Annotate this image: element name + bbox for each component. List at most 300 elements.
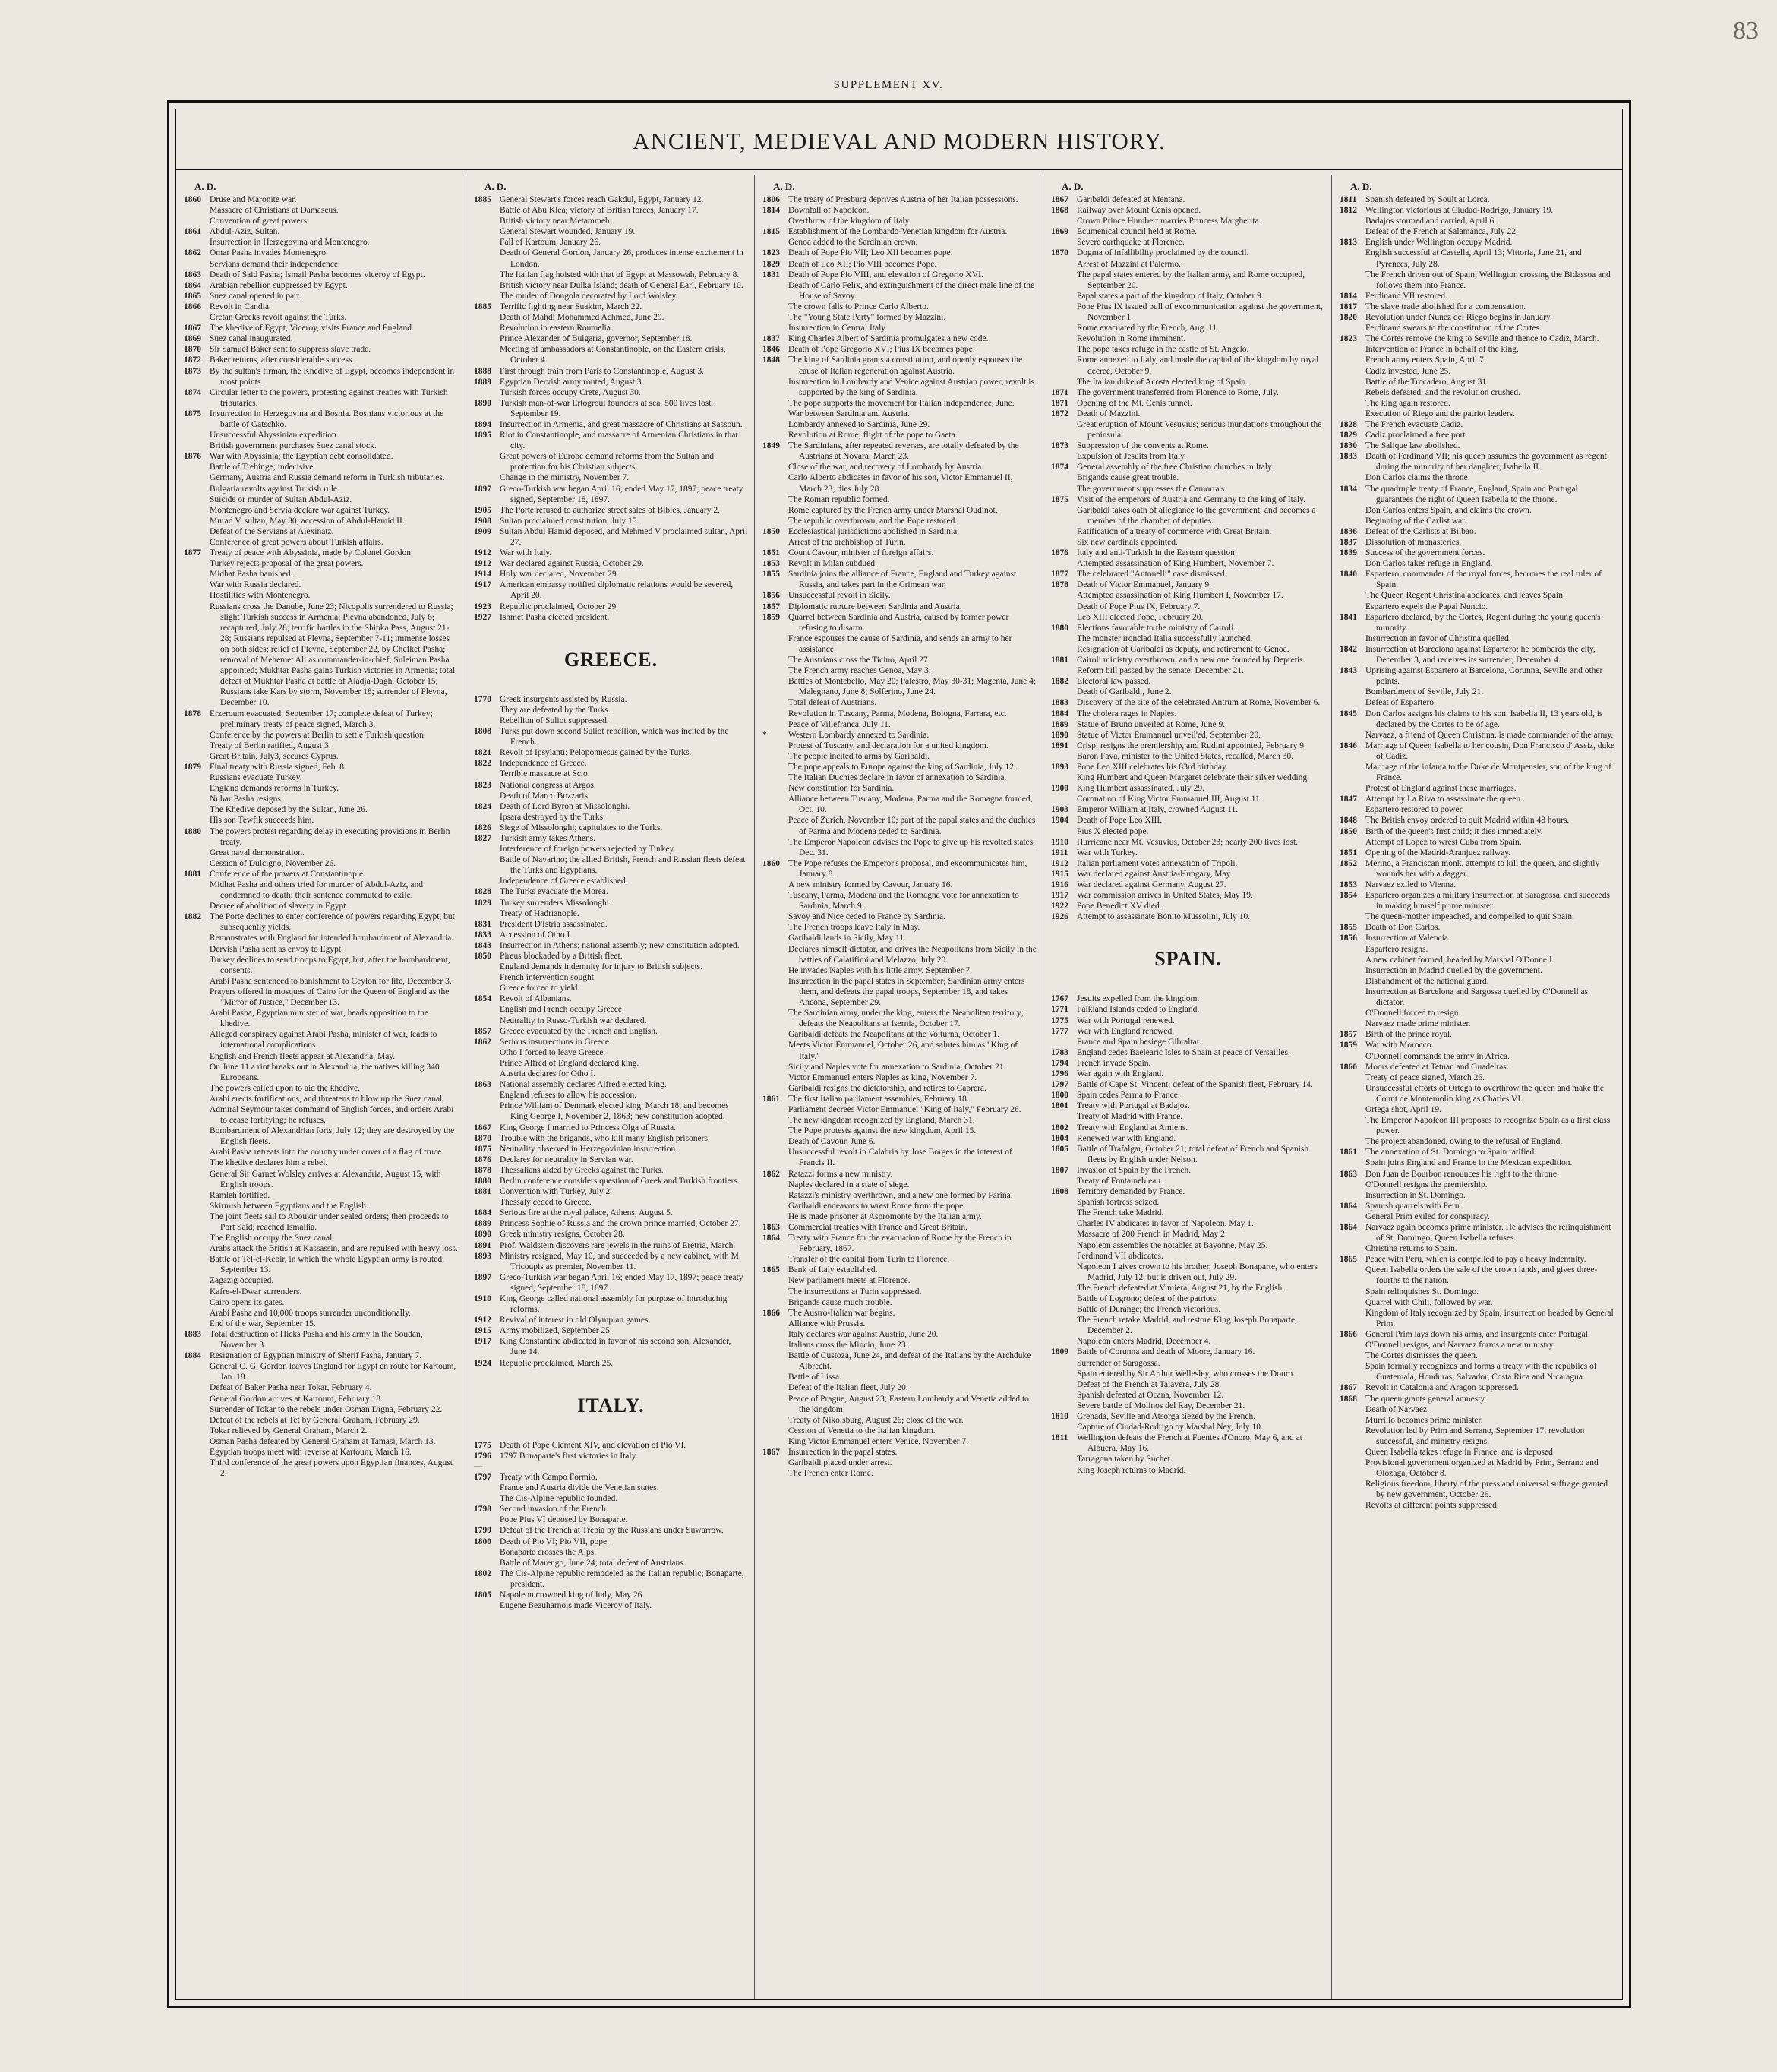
history-entry [474, 801, 748, 812]
entry-text: Insurrection at Barcelona and Sargossa quelled by O'Donnell as dictator. [1365, 987, 1589, 1008]
entry-text: The first Italian parliament assembles, February 18. [788, 1094, 969, 1104]
entry-year: 1917 [474, 580, 491, 590]
history-entry [1051, 612, 1325, 623]
history-entry [762, 1201, 1037, 1211]
entry-year: 1837 [762, 334, 780, 344]
entry-text: Conference of the powers at Constantinople. [210, 869, 366, 879]
entry-year [1340, 1019, 1365, 1029]
history-entry [1340, 1404, 1617, 1415]
entry-year: 1867 [184, 324, 201, 333]
history-entry [184, 451, 459, 462]
entry-text: Naples declared in a state of siege. [788, 1180, 910, 1189]
entry-text: Unsuccessful Abyssinian expedition. [210, 431, 339, 441]
entry-text: Greco-Turkish war began April 16; ended May 17, 1897; peace treaty signed, September 18, 1897. [500, 484, 743, 504]
history-entry [762, 697, 1037, 708]
entry-year: 1833 [474, 930, 491, 940]
entry-text: Dogma of infallibility proclaimed by the council. [1077, 248, 1249, 258]
entry-year: 1841 [1340, 612, 1357, 622]
entry-year: 1807 [1051, 1165, 1068, 1175]
entry-year [1051, 505, 1077, 526]
entry-year: 1866 [762, 1308, 780, 1318]
entry-text: The French army reaches Genoa, May 3. [788, 666, 931, 676]
entry-year [1051, 537, 1077, 548]
entry-year: 1797 [1051, 1080, 1068, 1090]
entry-year: 1861 [184, 227, 201, 237]
entry-text: Murrillo becomes prime minister. [1365, 1415, 1483, 1425]
entry-text: General Prim exiled for conspiracy. [1365, 1211, 1490, 1221]
entry-text: Revolution led by Prim and Serrano, September 17; revolution successful, and ministry resigns. [1365, 1426, 1585, 1446]
history-entry [474, 377, 748, 387]
history-entry [184, 569, 459, 580]
history-entry [474, 1144, 748, 1154]
entry-year [762, 976, 788, 1008]
entry-year [1051, 602, 1077, 612]
entry-year: 1800 [474, 1537, 491, 1546]
entry-year: 1852 [1340, 858, 1357, 868]
entry-text: The king again restored. [1365, 398, 1450, 408]
entry-year [762, 1275, 788, 1286]
entry-text: The English occupy the Suez canal. [210, 1233, 335, 1243]
entry-text: The government transferred from Florence to Rome, July. [1077, 387, 1279, 397]
entry-year: 1890 [474, 1230, 491, 1240]
history-entry [762, 590, 1037, 601]
entry-text: Wellington defeats the French at Fuentes d'Onoro, May 6, and at Albuera, May 16. [1077, 1433, 1302, 1454]
history-entry [474, 1101, 748, 1122]
entry-year: 1865 [184, 291, 201, 301]
entry-text: Execution of Riego and the patriot leaders. [1365, 409, 1516, 419]
history-entry [474, 323, 748, 333]
history-entry [184, 1308, 459, 1319]
history-entry [1051, 419, 1325, 441]
entry-text: Ratification of a treaty of commerce with Great Britain. [1077, 526, 1272, 536]
entry-year [1051, 1262, 1077, 1283]
entry-text: Prince William of Denmark elected king, March 18, and becomes King George I, November 2, 1863; new constitution adopted. [500, 1101, 729, 1122]
entry-text: Ishmet Pasha elected president. [500, 612, 610, 622]
history-entry [184, 1201, 459, 1211]
entry-text: Battle of Corunna and death of Moore, January 16. [1077, 1347, 1255, 1357]
history-entry [474, 580, 748, 601]
entry-text: Insurrection in the papal states in September; Sardinian army enters them, and defeats the papal troops, September 18, and takes Ancona, September 29. [788, 976, 1025, 1008]
entry-text: Total defeat of Austrians. [788, 698, 877, 708]
entry-year [762, 1372, 788, 1382]
history-entry [184, 590, 459, 601]
entry-text: Defeat of the Italian fleet, July 20. [788, 1383, 908, 1393]
entry-year: 1883 [1051, 698, 1068, 708]
entry-year: 1864 [184, 280, 201, 290]
entry-text: Electoral law passed. [1077, 677, 1151, 687]
history-entry [1051, 1123, 1325, 1133]
entry-year [1051, 291, 1077, 302]
history-entry [184, 1436, 459, 1447]
entry-text: Territory demanded by France. [1077, 1187, 1185, 1197]
entry-text: Terrible massacre at Scio. [500, 769, 590, 779]
history-entry [184, 548, 459, 558]
history-entry [762, 1211, 1037, 1222]
entry-text: Zagazig occupied. [210, 1276, 274, 1286]
entry-text: Dervish Pasha sent as envoy to Egypt. [210, 944, 343, 954]
entry-text: O'Donnell commands the army in Africa. [1365, 1051, 1510, 1061]
entry-text: Brigands cause great trouble. [1077, 473, 1179, 483]
entry-text: Narvaez made prime minister. [1365, 1019, 1471, 1029]
history-entry [184, 794, 459, 804]
history-entry [1051, 569, 1325, 580]
entry-text: Queen Isabella orders the sale of the crown lands, and gives three-fourths to the nation. [1365, 1265, 1598, 1286]
history-entry [1051, 580, 1325, 590]
entry-text: Bulgaria revolts against Turkish rule. [210, 484, 339, 494]
entry-text: Attempted assassination of King Humbert, November 7. [1077, 559, 1274, 569]
entry-text: The Emperor Napoleon advises the Pope to give up his revolted states, Dec. 31. [788, 837, 1036, 858]
entry-year [762, 633, 788, 655]
entry-text: Siege of Missolonghi; capitulates to the Turks. [500, 823, 663, 832]
history-entry [1051, 1004, 1325, 1015]
entry-year [762, 751, 788, 762]
entry-text: Disbandment of the national guard. [1365, 976, 1489, 986]
entry-text: Sicily and Naples vote for annexation to Sardinia, October 21. [788, 1062, 1006, 1072]
history-entry [1340, 815, 1617, 826]
entry-year [1340, 505, 1365, 516]
entry-text: General assembly of the free Christian churches in Italy. [1077, 463, 1274, 472]
entry-text: Statue of Bruno unveiled at Rome, June 9. [1077, 719, 1226, 729]
history-entry [184, 1126, 459, 1147]
entry-text: He is made prisoner at Aspromonte by the Italian army. [788, 1211, 982, 1221]
entry-year [184, 462, 210, 472]
entry-text: Rome evacuated by the French, Aug. 11. [1077, 324, 1220, 333]
entry-text: Establishment of the Lombardo-Venetian kingdom for Austria. [788, 227, 1008, 237]
entry-year [184, 1426, 210, 1436]
entry-text: Montenegro and Servia declare war against Turkey. [210, 505, 390, 515]
history-entry [762, 602, 1037, 612]
entry-year [184, 516, 210, 526]
entry-text: Declares himself dictator, and drives the Neapolitans from Sicily in the battles of Calatifimi and Melazzo, July 20. [788, 944, 1037, 965]
history-entry [1340, 1115, 1617, 1136]
entry-year [762, 302, 788, 312]
entry-year [1051, 270, 1077, 291]
entry-year [762, 1350, 788, 1372]
history-entry [1051, 804, 1325, 815]
entry-year: 1830 [1340, 441, 1357, 451]
entry-year [474, 472, 500, 483]
entry-year: 1897 [474, 484, 491, 494]
entry-text: War again with England. [1077, 1069, 1164, 1079]
history-entry [184, 237, 459, 248]
column-header: A. D. [1350, 181, 1372, 192]
entry-text: Austria declares for Otho I. [500, 1069, 596, 1079]
entry-text: Insurrection in favor of Christina quelled. [1365, 633, 1511, 643]
history-entry [1051, 901, 1325, 911]
entry-year: 1864 [1340, 1201, 1357, 1211]
page-frame [167, 100, 1631, 2008]
history-entry [184, 1361, 459, 1382]
entry-year: 1828 [1340, 419, 1357, 429]
entry-text: England demands reforms in Turkey. [210, 784, 339, 794]
entry-text: Arabs attack the British at Kassassin, and are repulsed with heavy loss. [210, 1244, 458, 1254]
entry-text: Abdul-Aziz, Sultan. [210, 227, 280, 237]
history-entry [184, 741, 459, 751]
history-entry [762, 441, 1037, 462]
entry-year [1340, 1404, 1365, 1415]
entry-year: 1912 [1051, 858, 1068, 868]
entry-year: 1817 [1340, 302, 1357, 311]
entry-text: Neutrality in Russo-Turkish war declared. [500, 1015, 647, 1025]
entry-year: 1876 [474, 1154, 491, 1164]
entry-year [762, 762, 788, 772]
history-entry [1340, 1479, 1617, 1500]
history-entry [1051, 993, 1325, 1004]
entry-text: Death of Mazzini. [1077, 409, 1141, 419]
entry-year: 1797 [474, 1472, 491, 1482]
history-entry [762, 430, 1037, 441]
entry-text: Treaty with France for the evacuation of Rome by the French in February, 1867. [788, 1233, 1012, 1254]
history-entry [1051, 237, 1325, 248]
entry-text: Ferdinand swears to the constitution of the Cortes. [1365, 324, 1542, 333]
entry-text: Attempt by La Riva to assassinate the queen. [1365, 794, 1523, 804]
entry-text: Spanish defeated by Soult at Lorca. [1365, 195, 1490, 204]
entry-year [762, 398, 788, 409]
entry-text: Arabi Pasha sentenced to banishment to Ceylon for life, December 3. [210, 976, 452, 986]
entry-text: Ecumenical council held at Rome. [1077, 227, 1198, 237]
entry-year [1340, 687, 1365, 697]
entry-year: 1827 [474, 833, 491, 843]
history-entry [1051, 441, 1325, 451]
entry-text: Princess Sophie of Russia and the crown prince married, October 27. [500, 1219, 741, 1229]
entry-text: Success of the government forces. [1365, 548, 1485, 558]
entry-text: Egyptian Dervish army routed, August 3. [500, 377, 644, 387]
entry-text: Discovery of the site of the celebrated Antrum at Rome, November 6. [1077, 698, 1321, 708]
entry-year: 1848 [1340, 816, 1357, 826]
entry-year [1340, 323, 1365, 333]
entry-year [1340, 602, 1365, 612]
history-entry [762, 377, 1037, 398]
entry-year [474, 248, 500, 269]
entry-year: 1882 [1051, 677, 1068, 687]
entry-year: 1851 [1340, 848, 1357, 858]
column-header: A. D. [1062, 181, 1084, 192]
entry-year [184, 1126, 210, 1147]
entry-year: 1857 [474, 1026, 491, 1036]
history-entry [1051, 1251, 1325, 1262]
entry-text: Religious freedom, liberty of the press and universal suffrage granted by new government, October 26. [1365, 1480, 1608, 1500]
entry-year: 1866 [1340, 1329, 1357, 1339]
entry-year: 1884 [184, 1351, 201, 1361]
history-entry [1051, 1401, 1325, 1411]
entry-text: Revolts at different points suppressed. [1365, 1501, 1499, 1511]
entry-text: The Cis-Alpine republic founded. [500, 1494, 618, 1504]
entry-year: 1829 [1340, 431, 1357, 441]
entry-text: New parliament meets at Florence. [788, 1276, 911, 1286]
history-entry [1340, 911, 1617, 922]
entry-text: The monster ironclad Italia successfully launched. [1077, 633, 1253, 643]
entry-year [184, 590, 210, 601]
entry-year: 1840 [1340, 570, 1357, 580]
history-entry [474, 876, 748, 886]
entry-year [1340, 1008, 1365, 1019]
history-entry [184, 1447, 459, 1458]
history-entry [762, 1394, 1037, 1415]
history-entry [474, 1037, 748, 1047]
entry-year [184, 987, 210, 1008]
entry-year [184, 1436, 210, 1447]
entry-year [762, 1083, 788, 1094]
entry-year: 1806 [762, 195, 780, 204]
entry-text: British government purchases Suez canal stock. [210, 441, 377, 451]
entry-text: War between Sardinia and Austria. [788, 409, 910, 419]
entry-text: Garibaldi takes oath of allegiance to the government, and becomes a member of the chamber of deputies. [1077, 505, 1316, 526]
history-entry [1340, 826, 1617, 837]
entry-year [1051, 333, 1077, 344]
entry-text: Attempted assassination of King Humbert I, November 17. [1077, 591, 1283, 601]
entry-year [762, 933, 788, 943]
history-entry [184, 1404, 459, 1415]
entry-text: Death of Pope Clement XIV, and elevation of Pio VI. [500, 1440, 686, 1450]
history-entry [1340, 590, 1617, 601]
history-entry [762, 933, 1037, 943]
entry-text: Spanish defeated at Ocana, November 12. [1077, 1390, 1224, 1400]
entry-year [1051, 751, 1077, 762]
entry-year: 1794 [1051, 1058, 1068, 1068]
history-entry [474, 1154, 748, 1165]
entry-year [184, 955, 210, 976]
entry-year: 1847 [1340, 794, 1357, 804]
entry-text: The treaty of Presburg deprives Austria of her Italian possessions. [788, 195, 1018, 204]
history-entry [1340, 1062, 1617, 1072]
history-entry [1051, 1144, 1325, 1165]
history-entry [1051, 602, 1325, 612]
entry-text: Spanish quarrels with Peru. [1365, 1201, 1462, 1211]
history-entry [762, 462, 1037, 472]
entry-year: 1846 [762, 345, 780, 355]
entry-text: Battle of Trafalgar, October 21; total defeat of French and Spanish fleets by English under Nelson. [1077, 1144, 1309, 1164]
supplement-label: SUPPLEMENT XV. [833, 79, 944, 91]
entry-year: 1821 [474, 748, 491, 758]
history-entry [1051, 194, 1325, 205]
entry-year [1051, 665, 1077, 676]
entry-year: 1802 [1051, 1123, 1068, 1132]
entry-year: 1851 [762, 548, 780, 558]
entry-year [1340, 366, 1365, 377]
entry-text: Remonstrates with England for intended bombardment of Alexandria. [210, 933, 454, 943]
entry-text: The Cortes dismisses the queen. [1365, 1351, 1478, 1361]
history-entry [184, 730, 459, 741]
entry-text: Alliance between Tuscany, Modena, Parma and the Romagna formed, Oct. 10. [788, 794, 1033, 815]
entry-year: 1867 [1051, 195, 1068, 204]
entry-text: Insurrection in the papal states. [788, 1447, 898, 1457]
history-entry [1340, 1394, 1617, 1404]
entry-text: Bank of Italy established. [788, 1265, 878, 1275]
entry-year [762, 280, 788, 302]
history-entry [762, 558, 1037, 569]
entry-year [762, 709, 788, 719]
entry-text: Count Cavour, minister of foreign affairs. [788, 548, 934, 558]
entry-text: Conference of great powers about Turkish affairs. [210, 538, 383, 547]
entry-text: The Salique law abolished. [1365, 441, 1460, 451]
entry-text: The khedive of Egypt, Viceroy, visits France and England. [210, 324, 414, 333]
history-entry [474, 1133, 748, 1144]
history-entry [1340, 1447, 1617, 1458]
entry-text: Defeat of the rebels at Tet by General Graham, February 29. [210, 1415, 420, 1425]
history-entry [1051, 762, 1325, 772]
history-entry [1340, 472, 1617, 483]
entry-year [184, 783, 210, 794]
entry-text: Final treaty with Russia signed, Feb. 8. [210, 762, 346, 772]
entry-text: Queen Isabella takes refuge in France, and is deposed. [1365, 1447, 1555, 1457]
history-entry [184, 302, 459, 312]
entry-year [762, 1040, 788, 1061]
entry-year [762, 1062, 788, 1072]
entry-year: 1810 [1051, 1412, 1068, 1422]
entry-text: Reform bill passed by the senate, December 21. [1077, 666, 1245, 676]
entry-text: Espartero, commander of the royal forces, becomes the real ruler of Spain. [1365, 570, 1602, 590]
entry-year [1051, 687, 1077, 697]
entry-text: The government suppresses the Camorra's. [1077, 484, 1227, 494]
entry-year [762, 1201, 788, 1211]
history-entry [184, 709, 459, 730]
entry-year [1051, 826, 1077, 837]
history-entry [1340, 216, 1617, 226]
entry-year [1051, 1283, 1077, 1293]
entry-year [1340, 1500, 1365, 1511]
entry-text: Elections favorable to the ministry of Cairoli. [1077, 623, 1236, 633]
entry-year [474, 237, 500, 248]
entry-year: 1814 [762, 206, 780, 216]
history-entry [474, 1058, 748, 1069]
history-entry [1340, 419, 1617, 430]
entry-text: The Porte declines to enter conference of powers regarding Egypt, but subsequently yields. [210, 912, 455, 933]
entry-year: 1891 [1051, 741, 1068, 750]
history-entry [1340, 1211, 1617, 1222]
entry-text: King George called national assembly for purpose of introducing reforms. [500, 1294, 728, 1315]
entry-year [1340, 1115, 1365, 1136]
history-entry [474, 1451, 748, 1472]
entry-year: 1870 [1051, 248, 1068, 258]
entry-year [1051, 558, 1077, 569]
history-entry [474, 726, 748, 747]
history-entry [762, 248, 1037, 258]
history-entry [474, 280, 748, 291]
entry-text: Birth of the queen's first child; it dies immediately. [1365, 826, 1543, 836]
entry-year: 1831 [474, 919, 491, 929]
entry-year [1340, 697, 1365, 708]
entry-year: 1824 [474, 801, 491, 811]
history-entry [474, 312, 748, 323]
history-entry [184, 259, 459, 270]
entry-year [474, 1558, 500, 1568]
entry-text: Arabian rebellion suppressed by Egypt. [210, 280, 348, 290]
history-entry [474, 1358, 748, 1369]
entry-year: 1884 [1051, 709, 1068, 719]
entry-text: Italy and anti-Turkish in the Eastern question. [1077, 548, 1237, 558]
entry-text: Crispi resigns the premiership, and Rudini appointed, February 9. [1077, 741, 1306, 750]
entry-text: France espouses the cause of Sardinia, and sends an army to her assistance. [788, 633, 1012, 654]
column-1 [176, 175, 466, 1999]
entry-text: Death of Narvaez. [1365, 1404, 1429, 1414]
history-entry [1051, 216, 1325, 226]
entry-text: The muder of Dongola decorated by Lord Wolsley. [500, 291, 678, 301]
entry-year: 1885 [474, 302, 491, 311]
entry-text: The "Young State Party" formed by Mazzini. [788, 313, 946, 323]
history-entry [184, 826, 459, 848]
history-entry [762, 922, 1037, 933]
history-entry [1051, 1218, 1325, 1229]
entry-text: The Cis-Alpine republic remodeled as the Italian republic; Bonaparte, president. [500, 1568, 744, 1589]
entry-year [1340, 1083, 1365, 1104]
entry-text: Suez canal opened in part. [210, 291, 302, 301]
entry-year [1340, 944, 1365, 955]
entry-year [474, 1483, 500, 1493]
entry-text: Total destruction of Hicks Pasha and his army in the Soudan, November 3. [210, 1329, 423, 1350]
entry-text: Independence of Greece established. [500, 876, 628, 886]
history-entry [1340, 1287, 1617, 1297]
history-entry [184, 772, 459, 783]
